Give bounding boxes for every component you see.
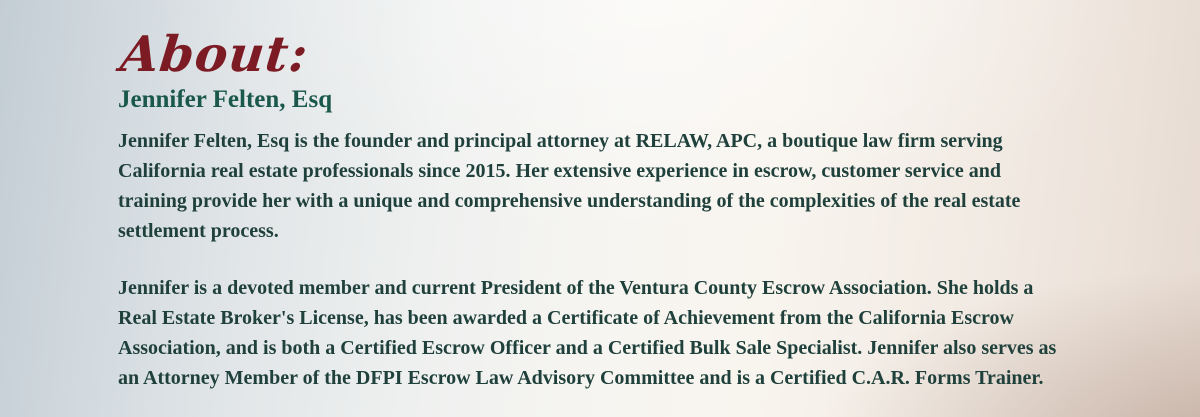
person-name-heading: Jennifer Felten, Esq	[118, 86, 333, 113]
about-content	[118, 26, 1083, 393]
bio-text-line: settlement process.	[118, 220, 279, 242]
bio-text-line: Real Estate Broker's License, has been awarded a Certificate of Achievement from the California Escrow	[118, 307, 1014, 329]
bio-text-line: Jennifer Felten, Esq is the founder and principal attorney at RELAW, APC, a boutique law firm serving	[118, 130, 1003, 152]
bio-paragraph-2	[118, 273, 1083, 393]
bio-text-line: an Attorney Member of the DFPI Escrow Law Advisory Committee and is a Certified C.A.R. Forms Trainer.	[118, 367, 1044, 389]
about-script-title: About:	[117, 25, 312, 83]
bio-text-line: training provide her with a unique and comprehensive understanding of the complexities of the real estate	[118, 190, 1021, 212]
bio-text-line: California real estate professionals since 2015. Her extensive experience in escrow, customer service and	[118, 160, 1001, 182]
bio-text-line: Jennifer is a devoted member and current President of the Ventura County Escrow Association. She holds a	[118, 277, 1034, 299]
bio-paragraph-1	[118, 126, 1083, 246]
bio-text-line: Association, and is both a Certified Escrow Officer and a Certified Bulk Sale Specialist. Jennifer also serves as	[118, 337, 1057, 359]
